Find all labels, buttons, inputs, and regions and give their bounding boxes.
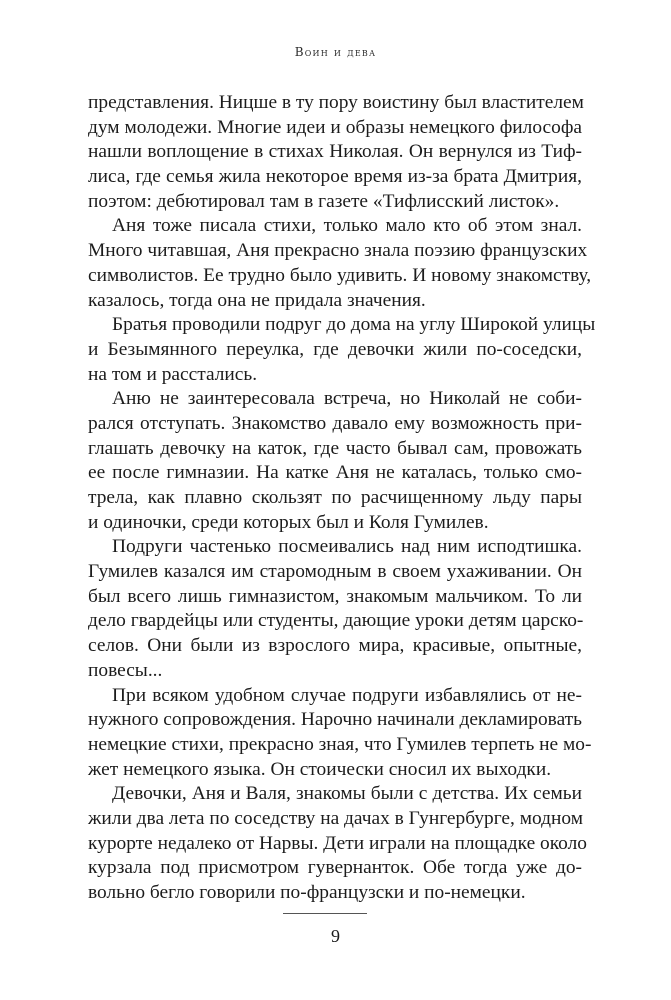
running-head: Воин и дева — [294, 45, 377, 59]
text-line: жет немецкого языка. Он стоически сносил их выходки. — [88, 758, 552, 780]
text-line: жили два лета по соседству на дачах в Гунгербурге, модном — [88, 807, 583, 829]
text-line: повесы... — [88, 659, 163, 681]
text-line: Много читавшая, Аня прекрасно знала поэзию французских — [88, 240, 588, 262]
paragraph — [88, 535, 582, 683]
text-line: нашли воплощение в стихах Николая. Он вернулся из Тиф- — [88, 141, 582, 163]
text-line: поэтом: дебютировал там в газете «Тифлисский листок». — [88, 190, 560, 212]
text-line: и одиночки, среди которых был и Коля Гумилев. — [88, 511, 489, 533]
text-line: ее после гимназии. На катке Аня не каталась, только смо- — [88, 462, 582, 484]
text-line: Девочки, Аня и Валя, знакомы были с детства. Их семьи — [112, 783, 582, 805]
text-line: и Безымянного переулка, где девочки жили по-соседски, — [88, 338, 582, 360]
text-line: глашать девочку на каток, где часто бывал сам, провожать — [88, 437, 582, 459]
text-line: был всего лишь гимназистом, знакомым мальчиком. То ли — [88, 585, 582, 607]
text-line: лиса, где семья жила некоторое время из-за брата Дмитрия, — [88, 166, 582, 188]
page-number: 9 — [331, 926, 340, 946]
text-line: нужного сопровождения. Нарочно начинали декламировать — [88, 709, 582, 731]
paragraph — [88, 782, 587, 905]
text-line: вольно бегло говорили по-французски и по-немецки. — [88, 882, 526, 903]
text-line: Братья проводили подруг до дома на углу Широкой улицы — [112, 314, 596, 336]
paragraph — [88, 91, 582, 214]
text-line: трела, как плавно скользят по расчищенному льду пары — [88, 487, 582, 508]
text-line: дело гвардейцы или студенты, дающие уроки детям царско- — [88, 610, 584, 632]
text-line: Гумилев казался им старомодным в своем ухаживании. Он — [88, 561, 582, 583]
text-line: дум молодежи. Многие идеи и образы немецкого философа — [88, 116, 582, 138]
text-line: Аню не заинтересовала встреча, но Николай не соби- — [112, 388, 582, 410]
text-line: символистов. Ее трудно было удивить. И новому знакомству, — [88, 264, 592, 286]
text-line: курорте недалеко от Нарвы. Дети играли на площадке около — [88, 832, 587, 854]
text-line: на том и расстались. — [88, 363, 258, 385]
paragraph — [88, 684, 592, 783]
text-line: немецкие стихи, прекрасно зная, что Гумилев терпеть не мо- — [88, 733, 592, 755]
text-line: Аня тоже писала стихи, только мало кто об этом знал. — [112, 215, 582, 237]
paragraph — [88, 387, 582, 535]
paragraph — [88, 214, 592, 313]
text-line: селов. Они были из взрослого мира, красивые, опытные, — [88, 635, 582, 657]
footer-rule — [283, 913, 367, 914]
text-line: Подруги частенько посмеивались над ним исподтишка. — [112, 536, 582, 558]
text-line: казалось, тогда она не придала значения. — [88, 289, 426, 311]
text-line: рался отступать. Знакомство давало ему возможность при- — [88, 412, 582, 434]
text-line: представления. Ницше в ту пору воистину был властителем — [88, 92, 584, 113]
body-text — [88, 91, 596, 906]
text-line: курзала под присмотром гувернанток. Обе тогда уже до- — [88, 857, 582, 879]
text-line: При всяком удобном случае подруги избавлялись от не- — [112, 684, 582, 706]
paragraph — [88, 313, 596, 387]
